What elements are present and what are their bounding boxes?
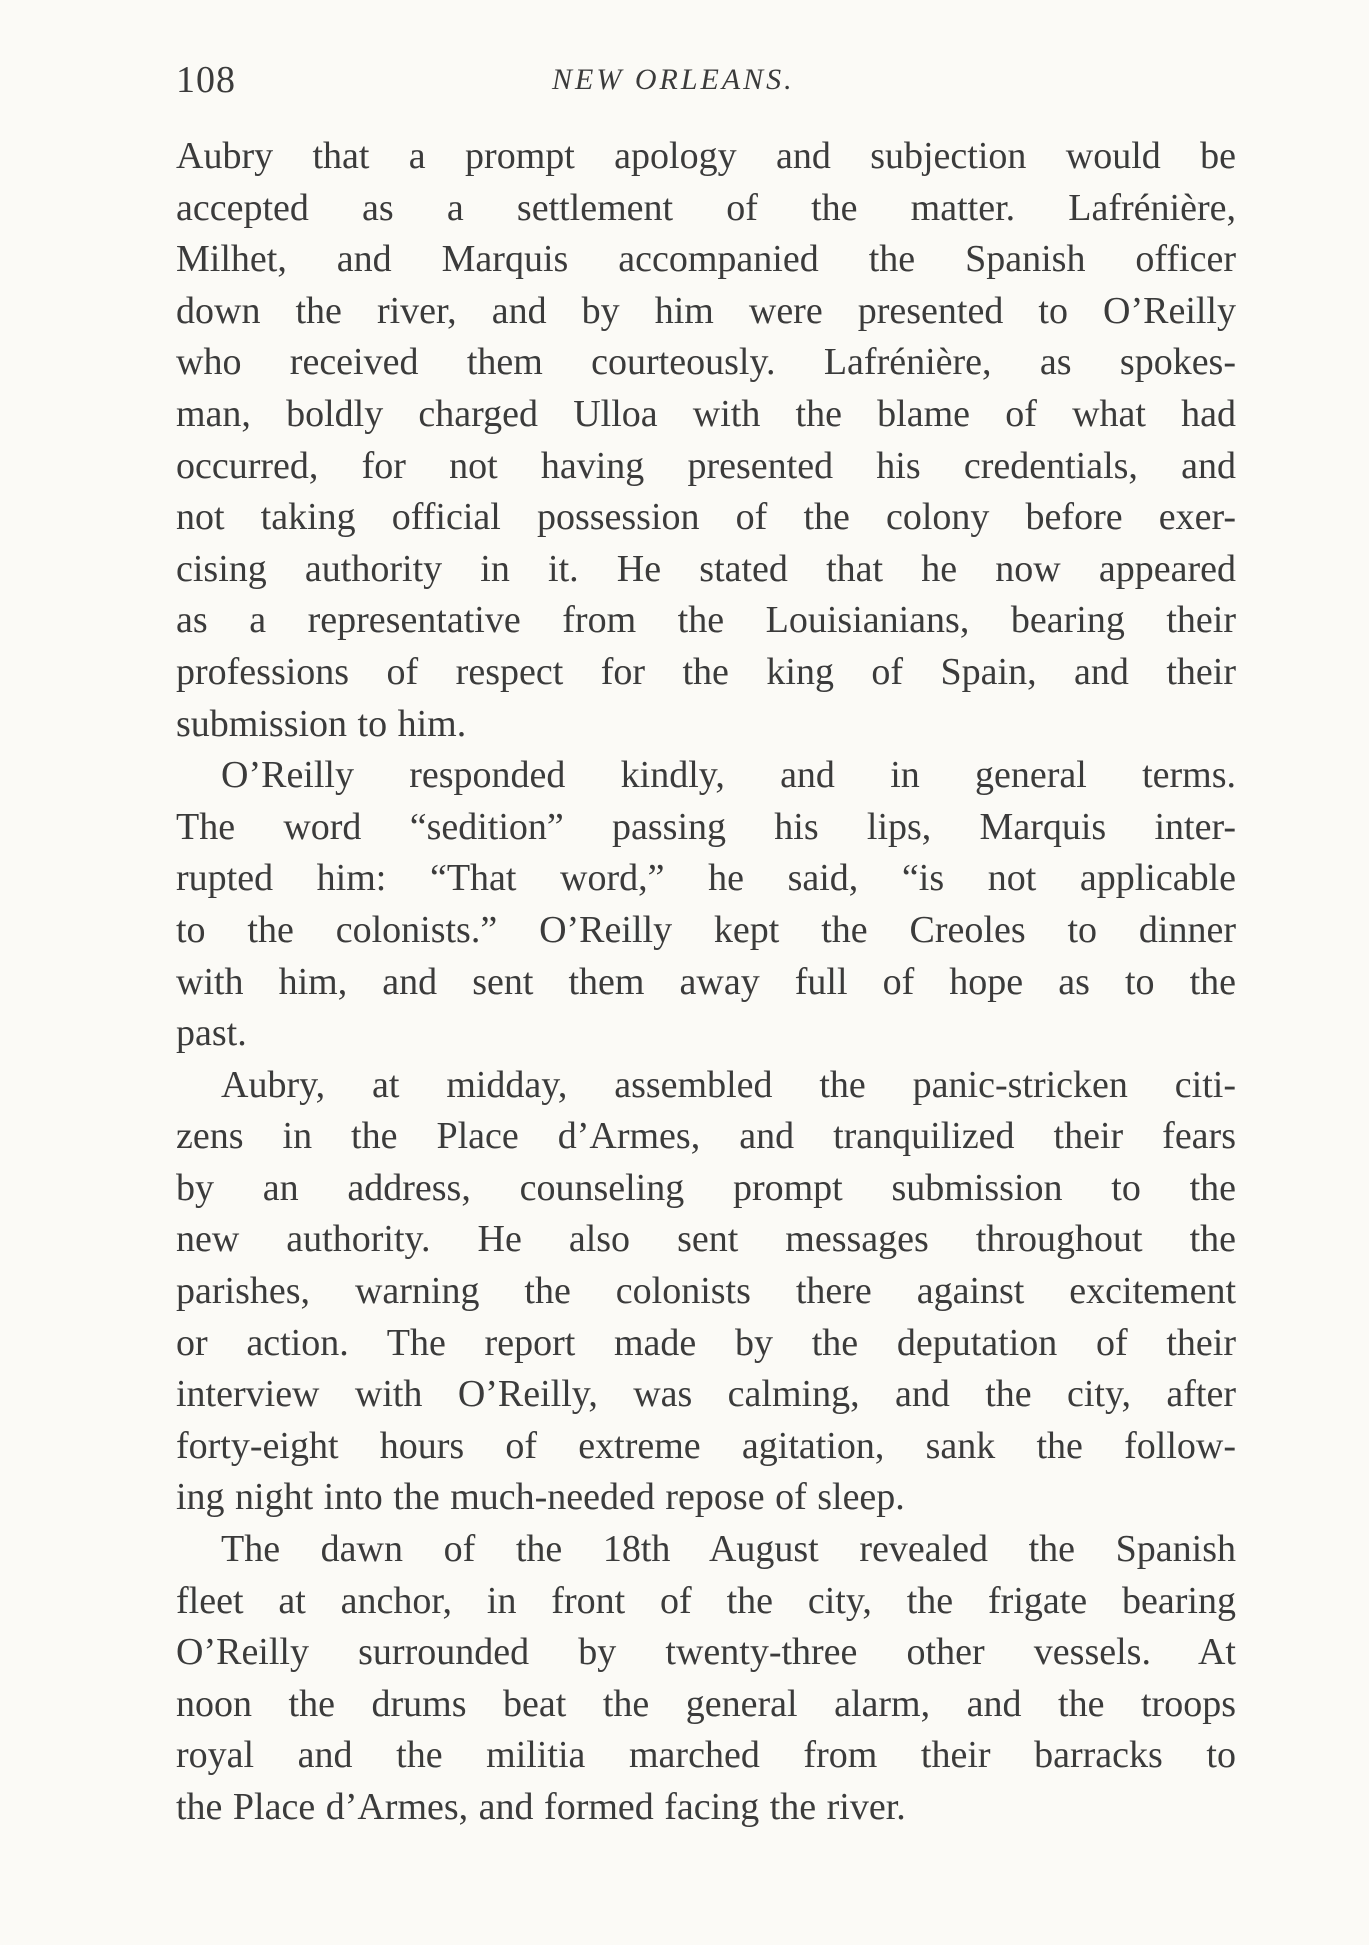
text-line: interview with O’Reilly, was calming, and the city, after (176, 1373, 1236, 1416)
text-line: zens in the Place d’Armes, and tranquilized their fears (176, 1115, 1236, 1158)
text-line: not taking official possession of the colony before exer- (176, 496, 1236, 539)
text-line: professions of respect for the king of Spain, and their (176, 650, 1236, 693)
text-line: cising authority in it. He stated that he now appeared (176, 547, 1236, 590)
text-line: Aubry that a prompt apology and subjection would be (176, 135, 1236, 177)
text-line: fleet at anchor, in front of the city, the frigate bearing (176, 1579, 1236, 1622)
text-line: past. (176, 1012, 247, 1055)
text-line: noon the drums beat the general alarm, and the troops (176, 1682, 1236, 1725)
text-line: who received them courteously. Lafrénière, as spokes- (176, 341, 1236, 384)
text-line: the Place d’Armes, and formed facing the river. (176, 1786, 906, 1828)
text-line: The word “sedition” passing his lips, Marquis inter- (176, 805, 1236, 848)
text-line: as a representative from the Louisianians, bearing their (176, 599, 1236, 642)
text-line: or action. The report made by the deputation of their (176, 1321, 1236, 1364)
text-line: ing night into the much-needed repose of sleep. (176, 1476, 905, 1519)
text-line: Milhet, and Marquis accompanied the Spanish officer (176, 238, 1236, 281)
text-line: rupted him: “That word,” he said, “is not applicable (176, 857, 1236, 900)
page-number: 108 (176, 59, 236, 101)
text-line: with him, and sent them away full of hope as to the (176, 960, 1236, 1003)
text-line: forty-eight hours of extreme agitation, sank the follow- (176, 1424, 1236, 1467)
text-line: down the river, and by him were presented to O’Reilly (176, 289, 1236, 332)
text-line: occurred, for not having presented his credentials, and (176, 444, 1236, 487)
text-line: to the colonists.” O’Reilly kept the Creoles to dinner (176, 908, 1236, 951)
text-line: parishes, warning the colonists there against excitement (176, 1270, 1236, 1313)
text-line: submission to him. (176, 702, 467, 745)
text-line: O’Reilly surrounded by twenty-three other vessels. At (176, 1631, 1236, 1674)
text-line: man, boldly charged Ulloa with the blame of what had (176, 392, 1236, 435)
text-line: The dawn of the 18th August revealed the Spanish (221, 1528, 1236, 1571)
text-line: O’Reilly responded kindly, and in general terms. (221, 754, 1236, 797)
body-text (176, 131, 1236, 1834)
text-line: royal and the militia marched from their barracks to (176, 1734, 1236, 1777)
text-line: new authority. He also sent messages throughout the (176, 1218, 1236, 1261)
running-title: NEW ORLEANS. (552, 63, 795, 96)
text-line: Aubry, at midday, assembled the panic-stricken citi- (221, 1063, 1236, 1106)
running-head (176, 50, 1236, 110)
text-line: accepted as a settlement of the matter. Lafrénière, (176, 186, 1236, 229)
text-line: by an address, counseling prompt submission to the (176, 1166, 1236, 1209)
